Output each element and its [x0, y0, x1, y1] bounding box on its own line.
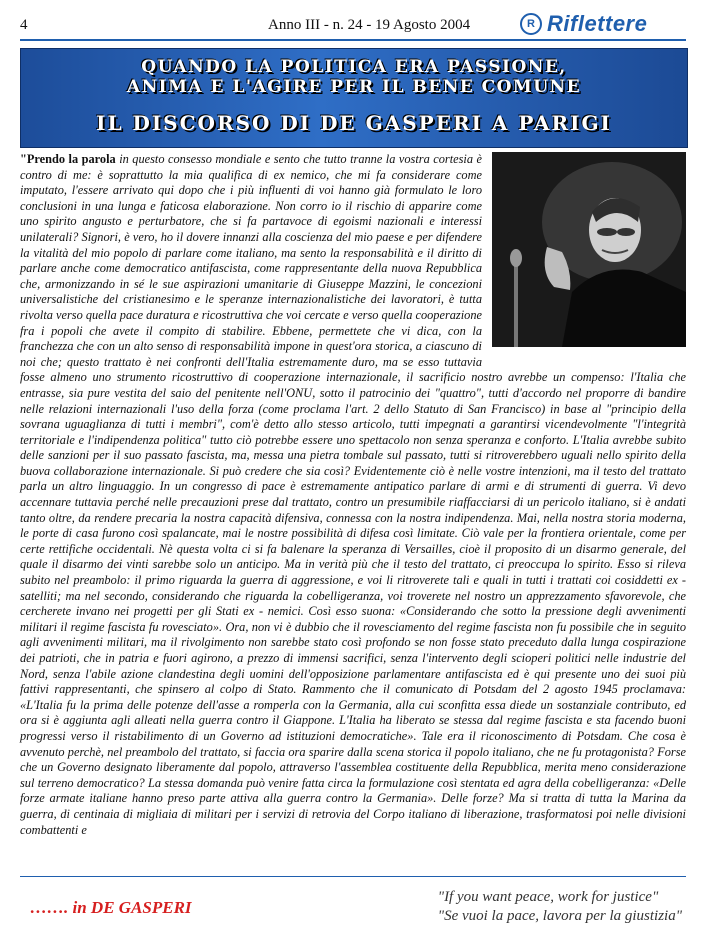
footer-author: ……. in DE GASPERI — [30, 898, 192, 917]
publication-logo — [520, 11, 647, 37]
quote-english: "If you want peace, work for justice" — [437, 889, 659, 905]
issue-info: Anno III - n. 24 - 19 Agosto 2004 — [268, 17, 471, 33]
article-body — [20, 152, 686, 850]
article-lead: "Prendo la parola — [20, 152, 116, 166]
page-header — [0, 0, 712, 42]
portrait-illustration — [492, 152, 686, 347]
banner-line-2: ANIMA E L'AGIRE PER IL BENE COMUNE — [126, 77, 582, 97]
logo-text: Riflettere — [547, 11, 648, 36]
banner-line-1: QUANDO LA POLITICA ERA PASSIONE, — [141, 57, 567, 77]
quote-italian: "Se vuoi la pace, lavora per la giustizia" — [437, 908, 682, 924]
footer-quotes — [438, 888, 682, 926]
title-banner — [20, 48, 688, 148]
article-paragraph: in questo consesso mondiale e sento che tutto tranne la vostra cortesia è contro di me: è soprattutto la mia qualifica di ex nemico, che mi fa considerare come imputato, l'essere arrivato qui dopo che i più influenti di voi hanno già formulato le loro conclusioni in una lunga e faticosa elaborazione. Non corro io il rischio di apparire come uno spirito angusto e perturbatore, che si fa partavoce di egoismi nazionali e interessi unilaterali? Signori, è vero, ho il dovere innanzi alla coscienza del mio paese e per difendere la vitalità del mio popolo di parlare come italiano, ma sento la responsabilità e il diritto di parlare anche come democratico antifascista, come rappresentante della nuova Repubblica che, armonizzando in sé le sue aspirazioni umanitarie di Giuseppe Mazzini, le concezioni universalistiche del cristianesimo e le speranze internazionalistiche dei lavoratori, è tutta rivolta verso quella pace duratura e ricostruttiva che voi cercate e verso quella cooperazione fra i popoli che avete il compito di stabilire. Ebbene, permettete che vi dica, con la franchezza che con un alto senso di responsabilità impone in quest'ora storica, a ciascuno di noi che; questo trattato è nei confronti dell'Italia estremamente duro, ma se esso tuttavia fosse almeno uno strumento ricostruttivo di cooperazione internazionale, il sacrificio nostro avrebbe un compenso: l'Italia che entrasse, sia pure vestita del saio del penitente nell'ONU, sotto il patrocinio dei "quattro", tutti d'accordo nel proporre di bandire nelle relazioni internazionali l'uso della forza (come proclama l'art. 2 dello Statuto di San Francisco) in base al "principio della sovrana uguaglianza di tutti i membri", com'è detto allo stesso articolo, tutti impegnati a garantirsi vicendevolmente "l'integrità territoriale e l'indipendenza politica" tutto ciò potrebbe essere uno spettacolo non senza speranza e conforto. L'Italia avrebbe subito delle sanzioni per il suo passato fascista, ma, messa una pietra tombale sul passato, tutti si ritroverebbero uguali nello spirito della buova collaborazione internazionale. Si può credere che sia così? Evidentemente ciò è nelle vostre intenzioni, ma il testo del trattato parla un altro linguaggio. In un congresso di pace è estremamente antipatico parlare di armi e di strumenti di guerra. Vi devo accennare tuttavia perché nelle precauzioni prese dal trattato, contro un presumibile riaffacciarsi di un pericolo italiano, si è andati tanto oltre, da rendere precaria la nostra capacità difensiva, connessa con la nostra indipendenza. Mai, nella nostra storia moderna, le porte di casa furono così spalancate, mai le nostre possibilità di difesa così limitate. Ciò vale per la frontiera orientale, come per certe rettifiche occidentali. Nè questa volta ci si fa balenare la speranza di Versailles, cioè il proposito di un disarmo generale, del quale il disarmo dei vinti sarebbe solo un anticipo. Ma in verità più che il testo del trattato, ci preoccupa lo spirito. Esso si rileva subito nel preambolo: il primo riguarda la guerra di aggressione, e voi li ritroverete tali e quali in tutti i trattati coi cosiddetti ex - satelliti; ma nel secondo, considerando che riguarda la cobelligeranza, voi troverete nel nostro un apprezzamento sfavorevole, che cercherete invano nei progetti per gli Stati ex - nemici. Così esso suona: «Considerando che sotto la pressione degli avvenimenti militari il regime fascista fu rovesciato». Ora, non vi è dubbio che il rovesciamento del regime fascista non fu possibile che in seguito agli avvenimenti militari, ma il rivolgimento non sarebbe stato così profondo se non fosse stato preceduto dalla lunga cospirazione dei patrioti, che in patria e fuori agirono, a prezzo di immensi sacrifici, senza l'intervento degli scioperi politici nelle industrie del Nord, senza l'abile azione clandestina degli uomini dell'opposizione parlamentare antifascista ed è qui presente uno dei suoi più fattivi rappresentanti, che spinsero al colpo di Stato. Rammento che il comunicato di Potsdam del 2 agosto 1945 proclamava: «L'Italia fu la prima delle potenze dell'asse a romperla con la Germania, alla cui sconfitta essa diede un sostanziale contributo, ed ora si è aggiunta agli alleati nella guerra contro il Giappone. L'Italia ha liberato se stessa dal regime fascista e sta facendo buoni progressi verso il ristabilimento di un Governo ad istituzioni democratiche». Tale era il riconoscimento di Potsdam. Che cosa è avvenuto perchè, nel preambolo del trattato, si faccia ora sparire dalla scena storica il popolo italiano, che ne fu protagonista? Forse che un Governo designato liberamente dal popolo, attraverso l'assemblea costituente della Repubblica, merita meno considerazione sul terreno democratico? La stessa domanda può venire fatta circa la formulazione così stentata ed agra della cobelligeranza: «Delle forze armate italiane hanno preso parte attiva alla guerra contro la Germania». Delle forze? Ma si tratta di tutta la Marina da guerra, di centinaia di migliaia di militari per i servizi di retrovia del Corpo italiano di liberazione, trasformatosi poi nelle divisioni combattenti e — [20, 152, 686, 837]
footer-divider — [20, 876, 686, 877]
banner-headline: IL DISCORSO DI DE GASPERI A PARIGI — [96, 111, 612, 135]
de-gasperi-photo — [492, 152, 686, 347]
header-divider — [20, 39, 686, 41]
logo-mark-icon: R — [520, 13, 542, 35]
page-number: 4 — [20, 17, 28, 33]
